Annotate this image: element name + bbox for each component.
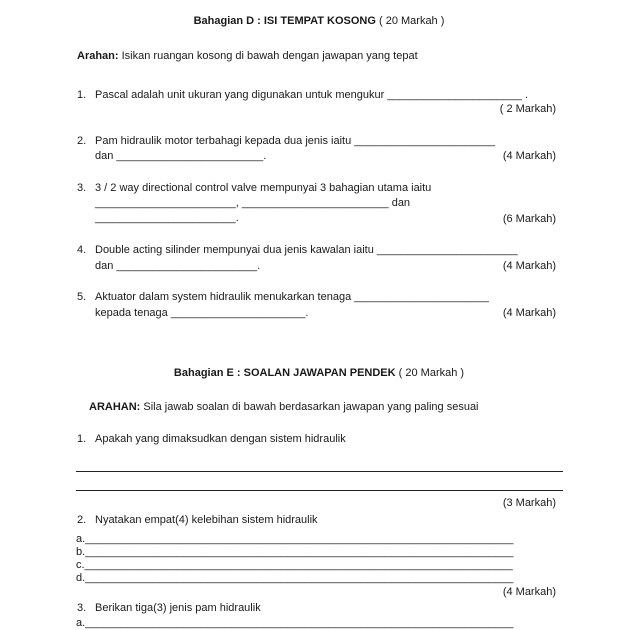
d-q2-number: 2. [77,135,87,147]
e-q2-line-b: b.______________________________________________________________________ [76,546,514,558]
d-q5-line2: kepada tenaga ______________________. [95,307,309,319]
section-e-instruction-text: Sila jawab soalan di bawah berdasarkan jawapan yang paling sesuai [143,401,479,413]
section-d-instruction-label: Arahan: [77,50,119,62]
section-d-instruction-text: Isikan ruangan kosong di bawah dengan jawapan yang tepat [121,50,418,62]
d-q1-number: 1. [77,89,87,101]
d-q5-marks: (4 Markah) [502,307,556,319]
e-q1-answer-line-2 [76,490,563,491]
section-e-instruction [89,401,479,414]
e-q1-answer-line-1 [76,471,563,472]
e-q2-marks: (4 Markah) [502,586,556,598]
d-q2-line2: dan ________________________. [95,150,267,162]
section-d-title [0,15,638,28]
d-q1-text: Pascal adalah unit ukuran yang digunakan untuk mengukur ______________________ . [95,89,529,101]
e-q1-text: Apakah yang dimaksudkan dengan sistem hidraulik [95,433,346,445]
d-q4-marks: (4 Markah) [502,260,556,272]
e-q3-line-a: a.______________________________________________________________________ [76,617,514,629]
d-q5-number: 5. [77,291,87,303]
d-q2-text: Pam hidraulik motor terbahagi kepada dua jenis iaitu _______________________ [95,135,495,147]
e-q2-number: 2. [77,514,87,526]
section-d-title-marks: ( 20 Markah ) [378,15,445,27]
e-q2-line-a: a.______________________________________________________________________ [76,533,514,545]
e-q2-line-c: c.______________________________________________________________________ [76,559,513,571]
d-q4-number: 4. [77,244,87,256]
d-q4-text: Double acting silinder mempunyai dua jenis kawalan iaitu _______________________ [95,244,518,256]
d-q3-marks: (6 Markah) [502,213,556,225]
d-q4-line2: dan _______________________. [95,260,261,272]
section-d-title-text: Bahagian D : ISI TEMPAT KOSONG [193,15,376,27]
d-q3-text: 3 / 2 way directional control valve mempunyai 3 bahagian utama iaitu [95,182,432,194]
d-q2-marks: (4 Markah) [502,150,556,162]
section-e-instruction-label: ARAHAN: [89,401,141,413]
e-q2-line-d: d.______________________________________________________________________ [76,572,514,584]
d-q3-number: 3. [77,182,87,194]
e-q3-number: 3. [77,602,87,614]
section-e-title-text: Bahagian E : SOALAN JAWAPAN PENDEK [173,367,396,379]
d-q5-text: Aktuator dalam system hidraulik menukarkan tenaga ______________________ [95,291,489,303]
d-q3-line2: _______________________, ________________________ dan [95,197,411,209]
section-e-title-marks: ( 20 Markah ) [398,367,465,379]
e-q1-marks: (3 Markah) [502,497,556,509]
e-q3-text: Berikan tiga(3) jenis pam hidraulik [95,602,261,614]
e-q1-number: 1. [77,433,87,445]
section-e-title [0,367,638,380]
section-d-instruction [77,50,418,63]
e-q2-text: Nyatakan empat(4) kelebihan sistem hidraulik [95,514,318,526]
d-q1-marks: ( 2 Markah) [499,103,556,115]
d-q3-line3: _______________________. [95,212,239,224]
